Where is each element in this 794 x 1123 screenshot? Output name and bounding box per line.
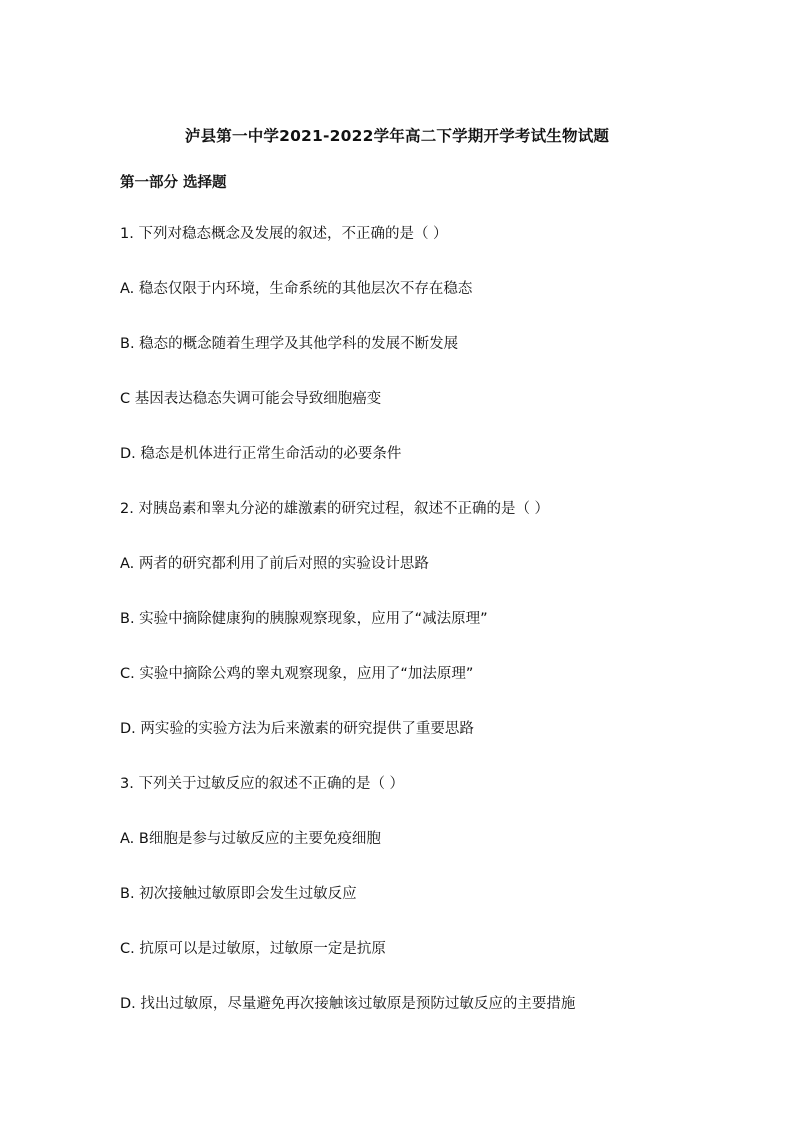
- document-title: 泸县第一中学2021-2022学年高二下学期开学考试生物试题: [184, 127, 610, 145]
- question-2: 2. 对胰岛素和睾丸分泌的雄激素的研究过程，叙述不正确的是（ ）: [120, 501, 550, 517]
- question-2-option-d: D. 两实验的实验方法为后来激素的研究提供了重要思路: [120, 721, 474, 737]
- question-1-option-a: A. 稳态仅限于内环境，生命系统的其他层次不存在稳态: [120, 281, 473, 297]
- question-3: 3. 下列关于过敏反应的叙述不正确的是（ ）: [120, 776, 405, 792]
- question-2-option-a: A. 两者的研究都利用了前后对照的实验设计思路: [120, 556, 429, 572]
- question-2-option-c: C. 实验中摘除公鸡的睾丸观察现象，应用了“加法原理”: [120, 666, 474, 682]
- question-1-option-b: B. 稳态的概念随着生理学及其他学科的发展不断发展: [120, 336, 459, 352]
- question-3-option-d: D. 找出过敏原，尽量避免再次接触该过敏原是预防过敏反应的主要措施: [120, 996, 576, 1012]
- question-3-option-b: B. 初次接触过敏原即会发生过敏反应: [120, 886, 357, 902]
- question-3-option-a: A. B细胞是参与过敏反应的主要免疫细胞: [120, 831, 381, 847]
- question-1: 1. 下列对稳态概念及发展的叙述，不正确的是（ ）: [120, 226, 448, 242]
- question-3-option-c: C. 抗原可以是过敏原，过敏原一定是抗原: [120, 941, 386, 957]
- question-2-option-b: B. 实验中摘除健康狗的胰腺观察现象，应用了“减法原理”: [120, 611, 488, 627]
- question-1-option-c: C 基因表达稳态失调可能会导致细胞癌变: [120, 391, 382, 407]
- question-1-option-d: D. 稳态是机体进行正常生命活动的必要条件: [120, 446, 402, 462]
- section-heading: 第一部分 选择题: [120, 175, 227, 191]
